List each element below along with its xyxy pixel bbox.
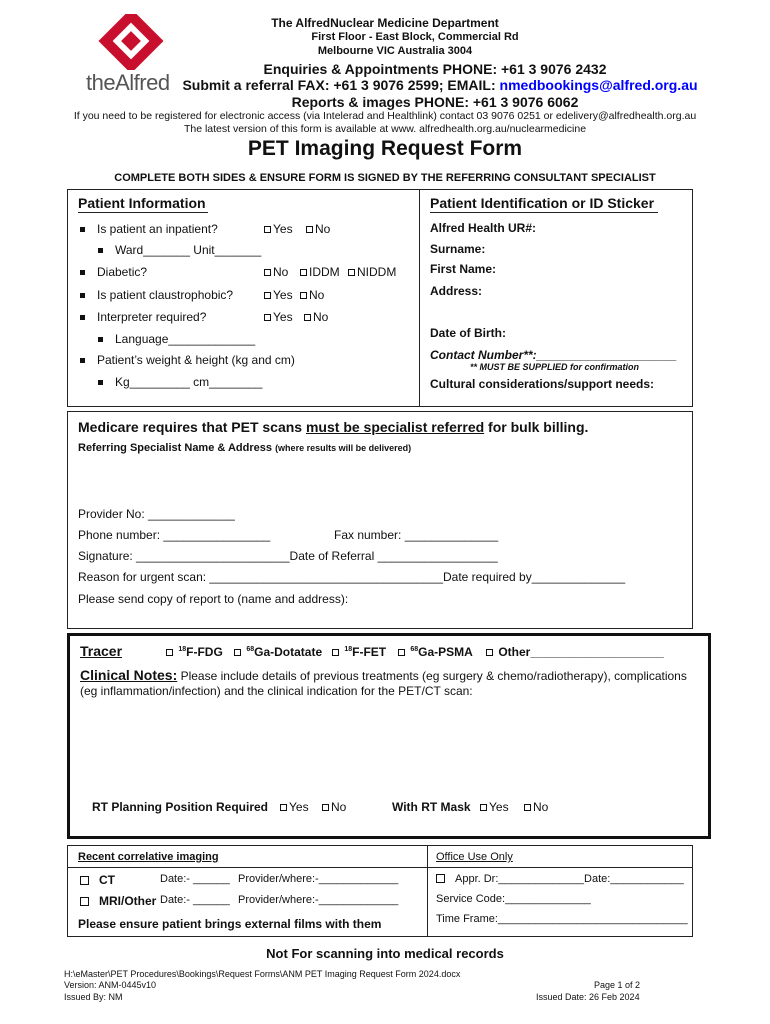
- claustro-no[interactable]: [300, 288, 324, 302]
- interpreter-no[interactable]: [304, 310, 328, 324]
- referral-line: [160, 77, 720, 93]
- clinical-notes-area[interactable]: [80, 702, 700, 792]
- referral-text: Submit a referral FAX: +61 3 9076 2599; EMAIL:: [182, 77, 500, 93]
- rt-planning-label: RT Planning Position Required: [92, 800, 269, 814]
- claustro-row: [80, 288, 233, 302]
- issued-date: Issued Date: 26 Feb 2024: [536, 992, 640, 1002]
- inpatient-no-label: No: [315, 222, 331, 236]
- imaging-heading: Recent correlative imaging: [78, 851, 219, 863]
- patient-info-heading: Patient Information: [78, 195, 206, 211]
- appr-row[interactable]: [436, 873, 684, 885]
- tracer-dotatate-sup: 68: [246, 646, 255, 653]
- diabetic-iddm[interactable]: [300, 265, 340, 279]
- address-field[interactable]: Address:: [430, 284, 483, 298]
- ward-label: Ward_______ Unit_______: [115, 243, 262, 257]
- tracer-fdg-label: F-FDG: [186, 645, 223, 659]
- tracer-other[interactable]: [486, 645, 664, 659]
- inpatient-label: Is patient an inpatient?: [97, 222, 218, 236]
- form-subtitle: COMPLETE BOTH SIDES & ENSURE FORM IS SIGNED BY THE REFERRING CONSULTANT SPECIALIST: [114, 172, 656, 184]
- ct-row[interactable]: [80, 873, 115, 887]
- ref-specialist-row: [78, 442, 411, 454]
- interpreter-row: [80, 310, 206, 324]
- inpatient-row: [80, 222, 218, 236]
- tracer-dotatate[interactable]: [234, 645, 322, 659]
- imaging-header-line: [67, 867, 693, 868]
- version: Version: ANM-0445v10: [64, 980, 157, 990]
- patient-id-heading: Patient Identification or ID Sticker: [430, 195, 655, 211]
- file-path: H:\eMaster\PET Procedures\Bookings\Request Forms\ANM PET Imaging Request Form 2024.docx: [64, 969, 461, 979]
- latest-version: The latest version of this form is available at www. alfredhealth.org.au/nuclearmedicine: [183, 123, 587, 135]
- films-note: Please ensure patient brings external films with them: [78, 917, 382, 931]
- diabetic-no-label: No: [273, 265, 289, 279]
- rt-planning-no-label: No: [331, 800, 347, 814]
- patient-id-underline: [430, 212, 658, 213]
- tracer-fdg-sup: 18: [178, 646, 187, 653]
- mri-label: MRI/Other: [99, 894, 157, 908]
- diabetic-niddm[interactable]: [348, 265, 396, 279]
- medicare-text-a: Medicare requires that PET scans: [78, 419, 306, 435]
- dept-name: The AlfredNuclear Medicine Department: [271, 16, 499, 30]
- mri-row[interactable]: [80, 894, 156, 908]
- dept-addr1: First Floor - East Block, Commercial Rd: [311, 31, 519, 43]
- claustro-label: Is patient claustrophobic?: [97, 288, 234, 302]
- tracer-psma[interactable]: [398, 645, 473, 659]
- tracer-dotatate-label: Ga-Dotatate: [254, 645, 323, 659]
- inpatient-no[interactable]: [306, 222, 330, 236]
- logo-text: theAlfred: [86, 70, 170, 95]
- must-supply-note: ** MUST BE SUPPLIED for confirmation: [470, 362, 640, 372]
- first-name-field[interactable]: First Name:: [430, 262, 497, 276]
- interpreter-yes[interactable]: [264, 310, 293, 324]
- ward-row[interactable]: [98, 243, 261, 257]
- tracer-fet-sup: 18: [344, 646, 353, 653]
- referral-email-link[interactable]: nmedbookings@alfred.org.au: [499, 77, 698, 93]
- diabetic-label: Diabetic?: [97, 265, 148, 279]
- page-number: Page 1 of 2: [594, 980, 641, 990]
- not-for-scanning: Not For scanning into medical records: [266, 946, 504, 961]
- dept-addr2: Melbourne VIC Australia 3004: [317, 45, 473, 57]
- rt-mask-no[interactable]: [524, 800, 548, 814]
- dob-field[interactable]: Date of Birth:: [430, 326, 506, 340]
- language-label: Language_____________: [115, 332, 256, 346]
- imaging-divider: [427, 845, 428, 937]
- rt-mask-no-label: No: [533, 800, 549, 814]
- copy-report-field[interactable]: Please send copy of report to (name and address):: [78, 592, 349, 606]
- ur-field[interactable]: Alfred Health UR#:: [430, 221, 537, 235]
- form-title: PET Imaging Request Form: [247, 137, 523, 160]
- medicare-text-c: for bulk billing.: [484, 419, 589, 435]
- rt-planning-no[interactable]: [322, 800, 346, 814]
- rt-mask-yes-label: Yes: [489, 800, 509, 814]
- clinical-notes-text: Please include details of previous treatments (eg surgery & chemo/radiotherapy), complications: [177, 669, 687, 683]
- ref-specialist-note: (where results will be delivered): [275, 443, 412, 453]
- niddm-label: NIDDM: [357, 265, 397, 279]
- tracer-fet-label: F-FET: [352, 645, 387, 659]
- contact-field[interactable]: Contact Number**:_____________________: [430, 348, 677, 362]
- appr-label: Appr. Dr:______________Date:____________: [455, 873, 684, 885]
- service-code-field[interactable]: Service Code:______________: [436, 893, 591, 905]
- tracer-fet[interactable]: [332, 645, 386, 659]
- urgent-reason-field[interactable]: Reason for urgent scan: ___________________________________Date required by______________: [78, 570, 626, 584]
- inpatient-yes-label: Yes: [273, 222, 293, 236]
- provider-no-field[interactable]: Provider No: _____________: [78, 507, 235, 521]
- claustro-no-label: No: [309, 288, 325, 302]
- tracer-fdg[interactable]: [166, 645, 223, 659]
- patient-info-underline: [78, 212, 208, 213]
- ct-provider[interactable]: Provider/where:-_____________: [238, 873, 399, 885]
- surname-field[interactable]: Surname:: [430, 242, 486, 256]
- clinical-notes-text2: (eg inflammation/infection) and the clinical indication for the PET/CT scan:: [80, 684, 473, 698]
- time-frame-field[interactable]: Time Frame:_______________________________: [436, 913, 688, 925]
- rt-planning-yes-label: Yes: [289, 800, 309, 814]
- clinical-notes-row: [80, 667, 687, 683]
- office-heading: Office Use Only: [436, 851, 513, 863]
- weight-row: [80, 353, 295, 367]
- claustro-yes-label: Yes: [273, 288, 293, 302]
- phone-number-field[interactable]: Phone number: ________________: [78, 528, 271, 542]
- issued-by: Issued By: NM: [64, 992, 123, 1002]
- interpreter-yes-label: Yes: [273, 310, 293, 324]
- ct-date[interactable]: Date:- ______: [160, 873, 230, 885]
- fax-number-field[interactable]: Fax number: ______________: [334, 528, 499, 542]
- diabetic-no[interactable]: [264, 265, 288, 279]
- inpatient-yes[interactable]: [264, 222, 293, 236]
- medicare-text-b: must be specialist referred: [305, 419, 485, 435]
- rt-planning-yes[interactable]: [280, 800, 309, 814]
- medicare-notice: [78, 419, 588, 435]
- enquiries-phone: Enquiries & Appointments PHONE: +61 3 9076 2432: [263, 61, 607, 77]
- interpreter-label: Interpreter required?: [97, 310, 207, 324]
- claustro-yes[interactable]: [264, 288, 293, 302]
- kg-row[interactable]: [98, 375, 262, 389]
- rt-mask-label: With RT Mask: [392, 800, 471, 814]
- tracer-label: Tracer: [80, 643, 123, 659]
- alfred-logo-icon: [86, 14, 176, 70]
- interpreter-no-label: No: [313, 310, 329, 324]
- reports-phone: Reports & images PHONE: +61 3 9076 6062: [291, 94, 579, 110]
- mri-provider[interactable]: Provider/where:-_____________: [238, 894, 399, 906]
- signature-field[interactable]: Signature: _______________________Date of Referral __________________: [78, 549, 498, 563]
- clinical-notes-label: Clinical Notes:: [80, 667, 178, 683]
- mri-date[interactable]: Date:- ______: [160, 894, 230, 906]
- electronic-access: If you need to be registered for electronic access (via Intelerad and Healthlink) contact 03 9076 0251 or edelivery@alfredhealth.org.au: [73, 110, 697, 122]
- tracer-psma-sup: 68: [410, 646, 419, 653]
- diabetic-row: [80, 265, 147, 279]
- rt-mask-yes[interactable]: [480, 800, 509, 814]
- tracer-other-label: Other____________________: [498, 645, 664, 659]
- cultural-field[interactable]: Cultural considerations/support needs:: [430, 377, 655, 391]
- ct-label: CT: [99, 873, 115, 887]
- iddm-label: IDDM: [309, 265, 340, 279]
- ref-specialist-label: Referring Specialist Name & Address: [78, 442, 272, 454]
- weight-label: Patient’s weight & height (kg and cm): [97, 353, 295, 367]
- tracer-psma-label: Ga-PSMA: [418, 645, 473, 659]
- patient-divider: [419, 189, 420, 407]
- language-row[interactable]: [98, 332, 255, 346]
- kg-label: Kg_________ cm________: [115, 375, 263, 389]
